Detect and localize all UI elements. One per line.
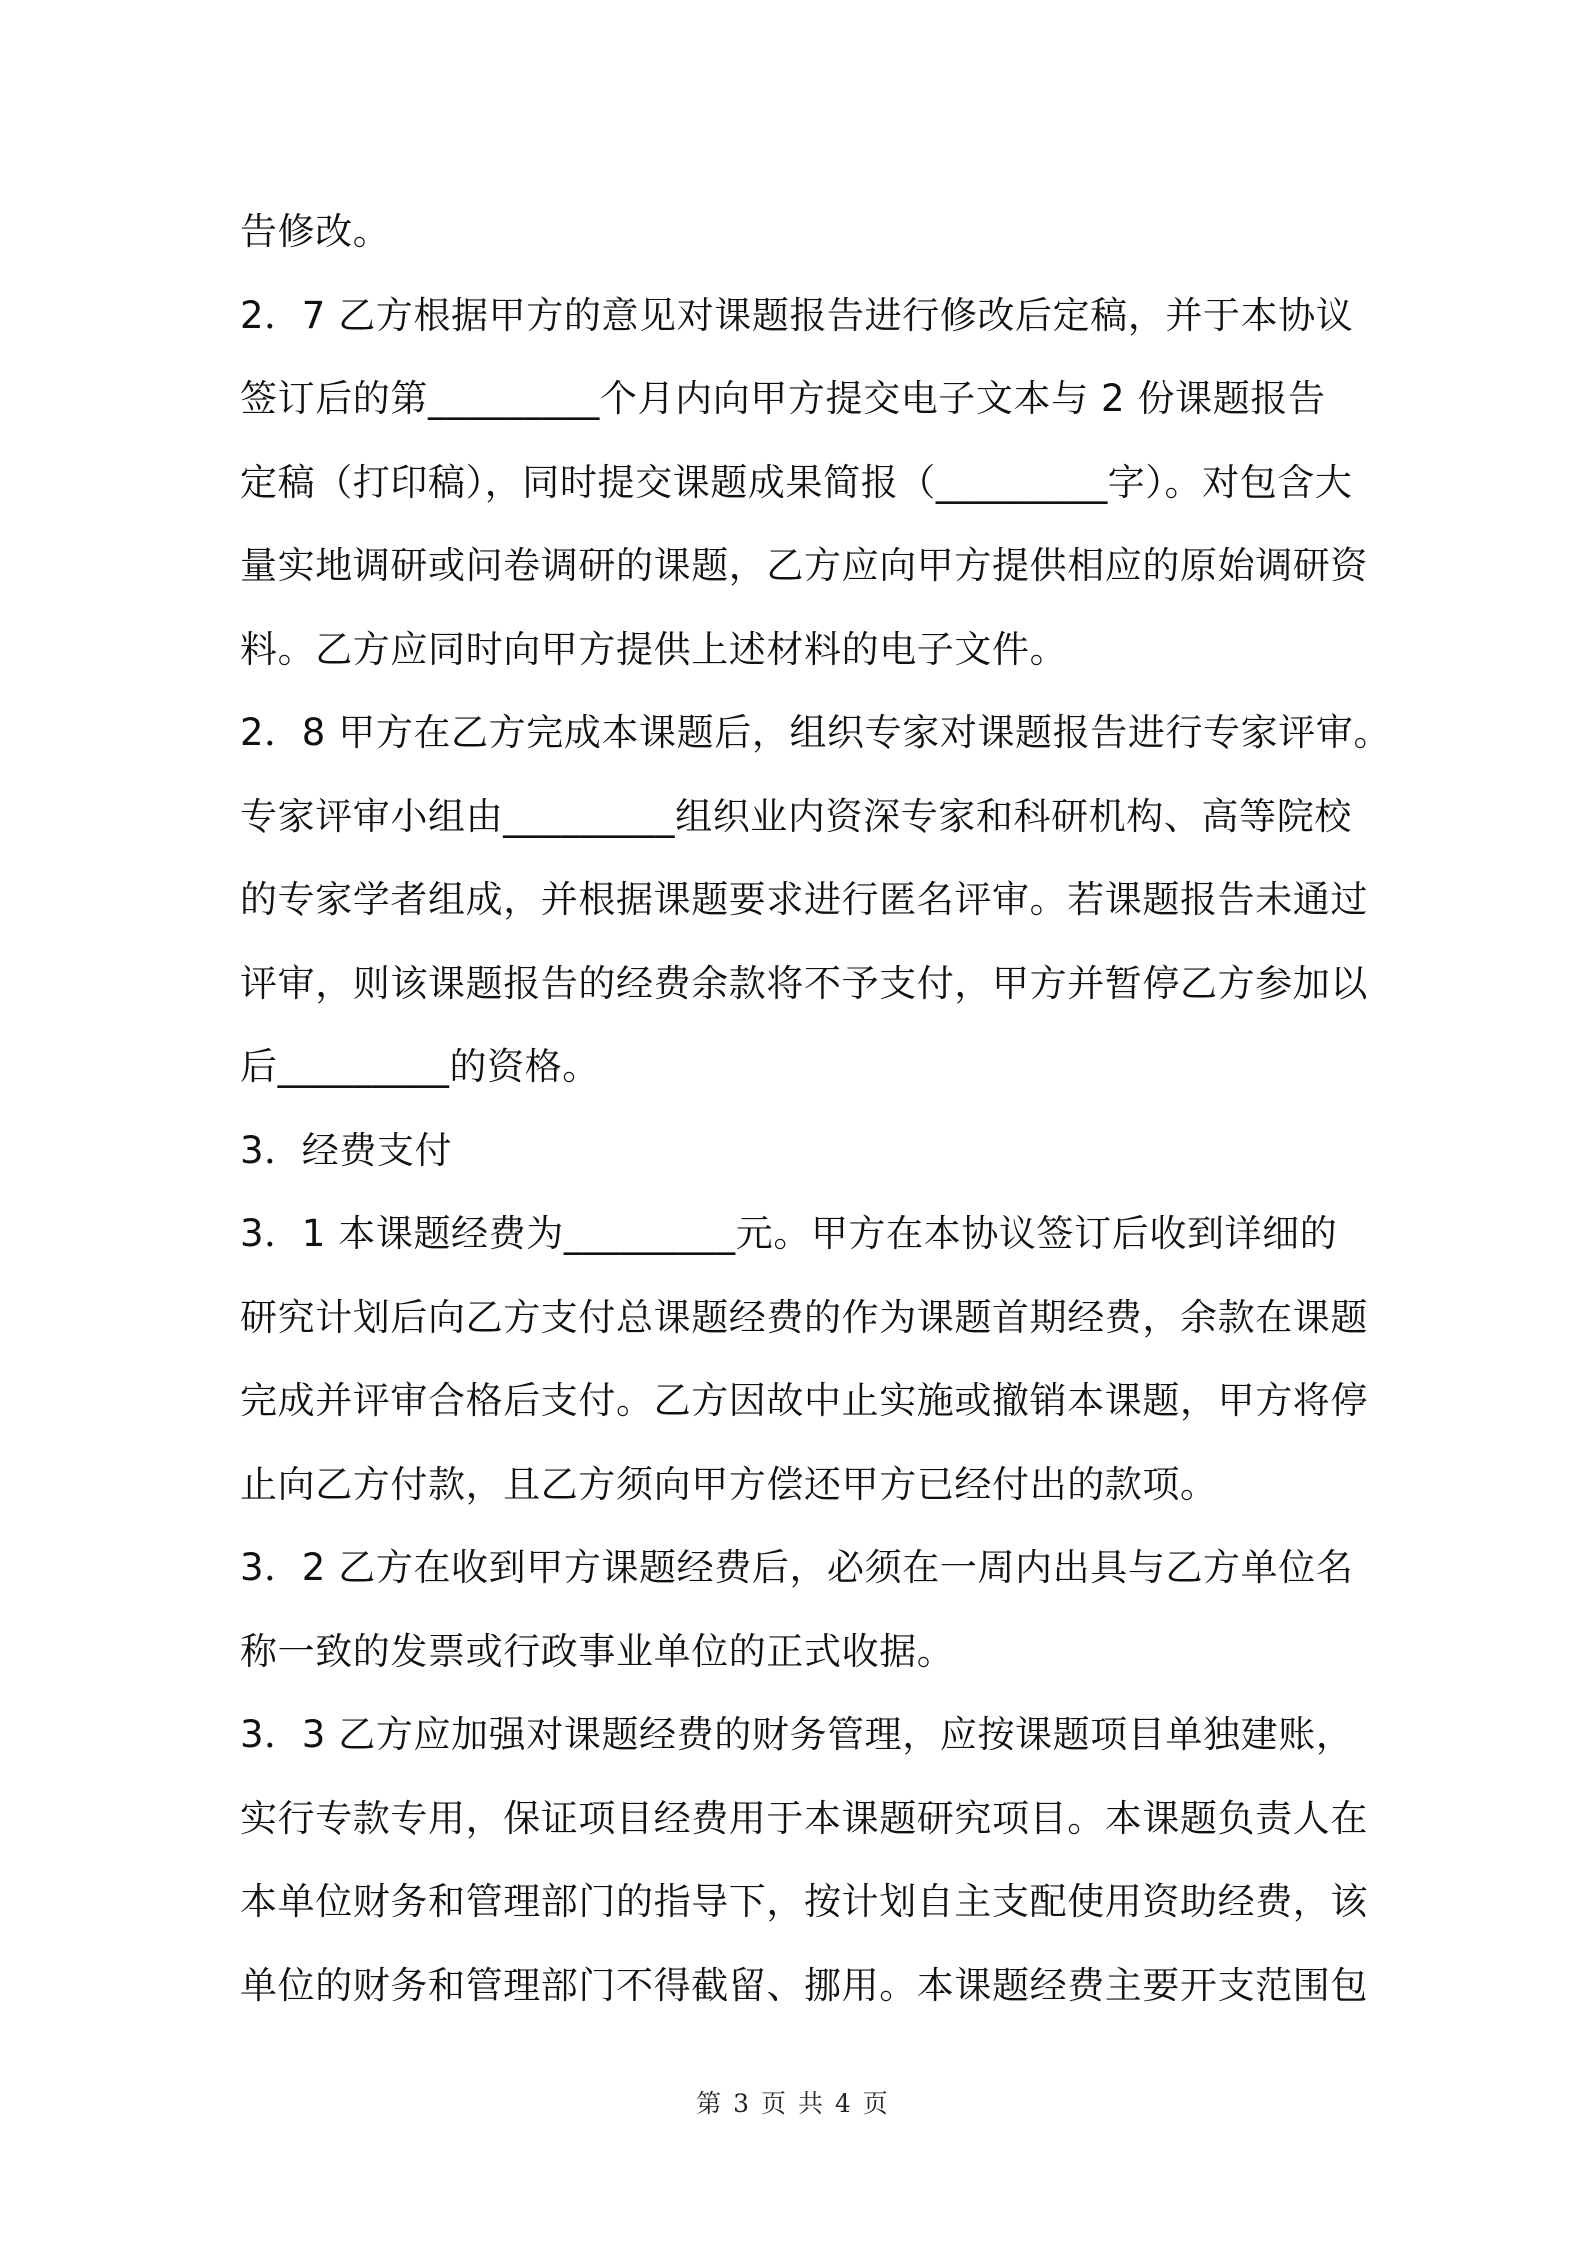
text-line: 告修改。 — [240, 210, 391, 253]
text-line: 本单位财务和管理部门的指导下，按计划自主支配使用资助经费，该 — [240, 1880, 1368, 1923]
document-body — [240, 190, 1392, 2027]
text-line: 定稿（打印稿），同时提交课题成果简报（_________字）。对包含大 — [240, 460, 1353, 504]
text-line: 专家评审小组由_________组织业内资深专家和科研机构、高等院校 — [240, 794, 1352, 838]
text-line: 2．8 甲方在乙方完成本课题后，组织专家对课题报告进行专家评审。 — [240, 711, 1392, 754]
text-line: 3．3 乙方应加强对课题经费的财务管理，应按课题项目单独建账， — [240, 1713, 1354, 1756]
text-line: 料。乙方应同时向甲方提供上述材料的电子文件。 — [240, 627, 1068, 671]
page-footer: 第 3 页 共 4 页 — [696, 2089, 890, 2118]
text-line: 止向乙方付款，且乙方须向甲方偿还甲方已经付出的款项。 — [240, 1462, 1218, 1506]
text-line: 单位的财务和管理部门不得截留、挪用。本课题经费主要开支范围包 — [240, 1963, 1368, 2007]
text-line: 评审，则该课题报告的经费余款将不予支付，甲方并暂停乙方参加以 — [240, 961, 1368, 1005]
text-line: 的专家学者组成，并根据课题要求进行匿名评审。若课题报告未通过 — [240, 878, 1368, 921]
text-line: 研究计划后向乙方支付总课题经费的作为课题首期经费，余款在课题 — [240, 1295, 1368, 1339]
text-line: 称一致的发票或行政事业单位的正式收据。 — [240, 1629, 955, 1673]
text-line: 3．2 乙方在收到甲方课题经费后，必须在一周内出具与乙方单位名 — [240, 1546, 1354, 1589]
text-line: 3．1 本课题经费为_________元。甲方在本协议签订后收到详细的 — [240, 1212, 1338, 1255]
text-line: 完成并评审合格后支付。乙方因故中止实施或撤销本课题，甲方将停 — [240, 1379, 1368, 1422]
text-line: 量实地调研或问卷调研的课题，乙方应向甲方提供相应的原始调研资 — [240, 544, 1368, 587]
text-line: 2．7 乙方根据甲方的意见对课题报告进行修改后定稿，并于本协议 — [240, 293, 1354, 337]
text-line: 后_________的资格。 — [240, 1045, 600, 1088]
section-heading: 3．经费支付 — [240, 1128, 453, 1172]
text-line: 实行专款专用，保证项目经费用于本课题研究项目。本课题负责人在 — [240, 1796, 1368, 1840]
text-line: 签订后的第_________个月内向甲方提交电子文本与 2 份课题报告 — [240, 377, 1326, 420]
